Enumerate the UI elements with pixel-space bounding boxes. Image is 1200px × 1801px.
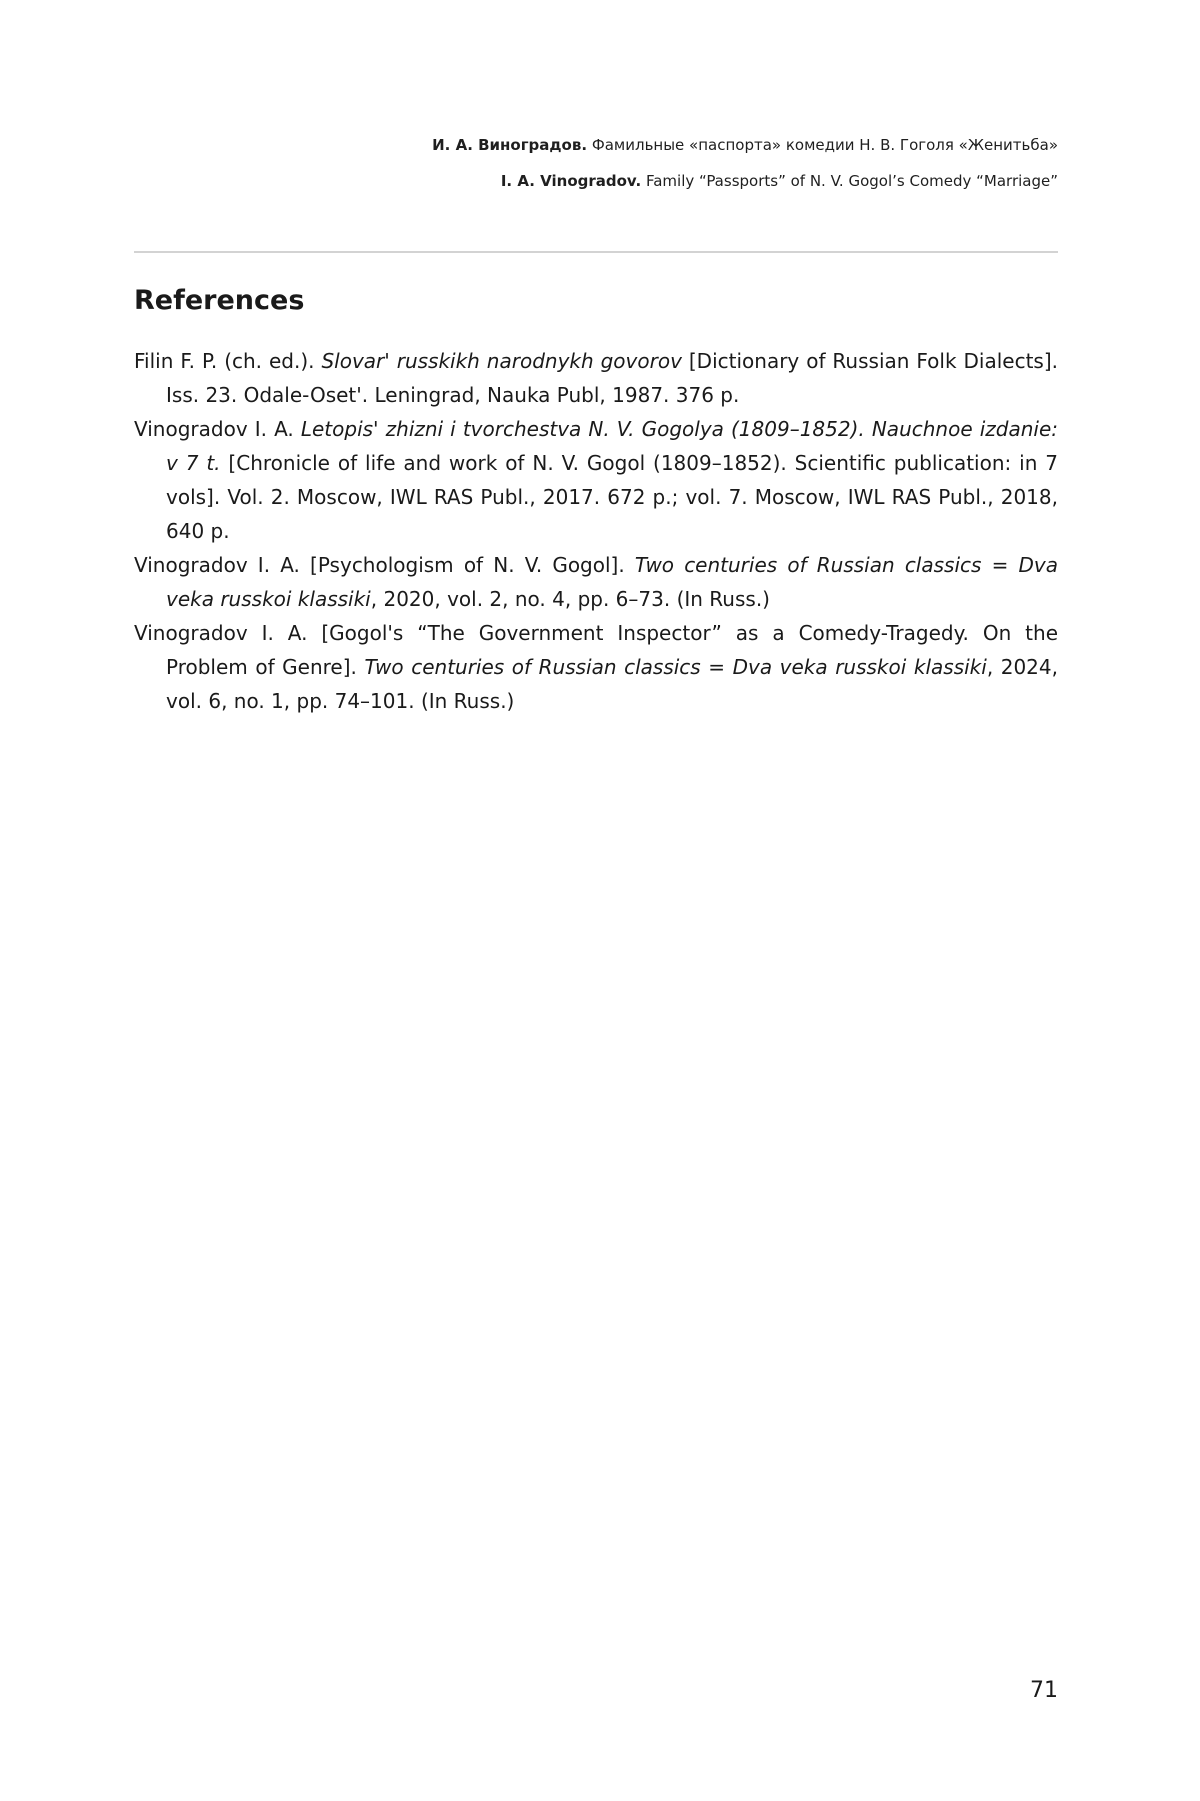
reference-text: Vinogradov I. A. [Psychologism of N. V. Gogol].: [134, 553, 635, 577]
running-header: [432, 127, 1058, 199]
reference-source-title: Slovar' russkikh narodnykh govorov: [321, 349, 682, 373]
reference-source-title: Two centuries of Russian classics = Dva veka russkoi klassiki: [364, 655, 987, 679]
reference-source-title: Letopis' zhizni i tvorchestva N. V. Gogolya (1809–1852). Nauchnoe izdanie: v 7 t.: [166, 417, 1058, 475]
running-header-en-title: Family “Passports” of N. V. Gogol’s Comedy “Marriage”: [645, 172, 1058, 190]
reference-entry: [134, 616, 1058, 718]
page-number: 71: [1030, 1678, 1058, 1703]
reference-entry: [134, 548, 1058, 616]
reference-text: , 2024, vol. 6, no. 1, pp. 74–101. (In Russ.): [166, 655, 1058, 713]
reference-text: [Dictionary of Russian Folk Dialects]. Iss. 23. Odale-Oset'. Leningrad, Nauka Publ, 1987. 376 p.: [166, 349, 1059, 407]
header-divider: [134, 251, 1058, 253]
reference-text: Vinogradov I. A.: [134, 417, 301, 441]
reference-entry: [134, 412, 1058, 548]
running-header-en: [432, 163, 1058, 199]
reference-text: Vinogradov I. A. [Gogol's “The Government Inspector” as a Comedy-Tragedy. On the Problem of Genre].: [134, 621, 1058, 679]
reference-source-title: Two centuries of Russian classics = Dva veka russkoi klassiki: [166, 553, 1058, 611]
reference-text: Filin F. P. (ch. ed.).: [134, 349, 322, 373]
section-title: References: [134, 285, 305, 316]
reference-list: [134, 344, 1058, 718]
reference-entry: [134, 344, 1058, 412]
reference-text: , 2020, vol. 2, no. 4, pp. 6–73. (In Russ.): [370, 587, 770, 611]
running-header-ru-author: И. А. Виноградов.: [432, 136, 588, 154]
running-header-ru: [432, 127, 1058, 163]
running-header-ru-title: Фамильные «паспорта» комедии Н. В. Гоголя «Женитьба»: [591, 136, 1058, 154]
running-header-en-author: I. A. Vinogradov.: [500, 172, 642, 190]
reference-text: [Chronicle of life and work of N. V. Gogol (1809–1852). Scientific publication: in 7 vols]. Vol. 2. Moscow, IWL RAS Publ., 2017. 672 p.; vol. 7. Moscow, IWL RAS Publ., 2018, 640 p.: [166, 451, 1058, 543]
